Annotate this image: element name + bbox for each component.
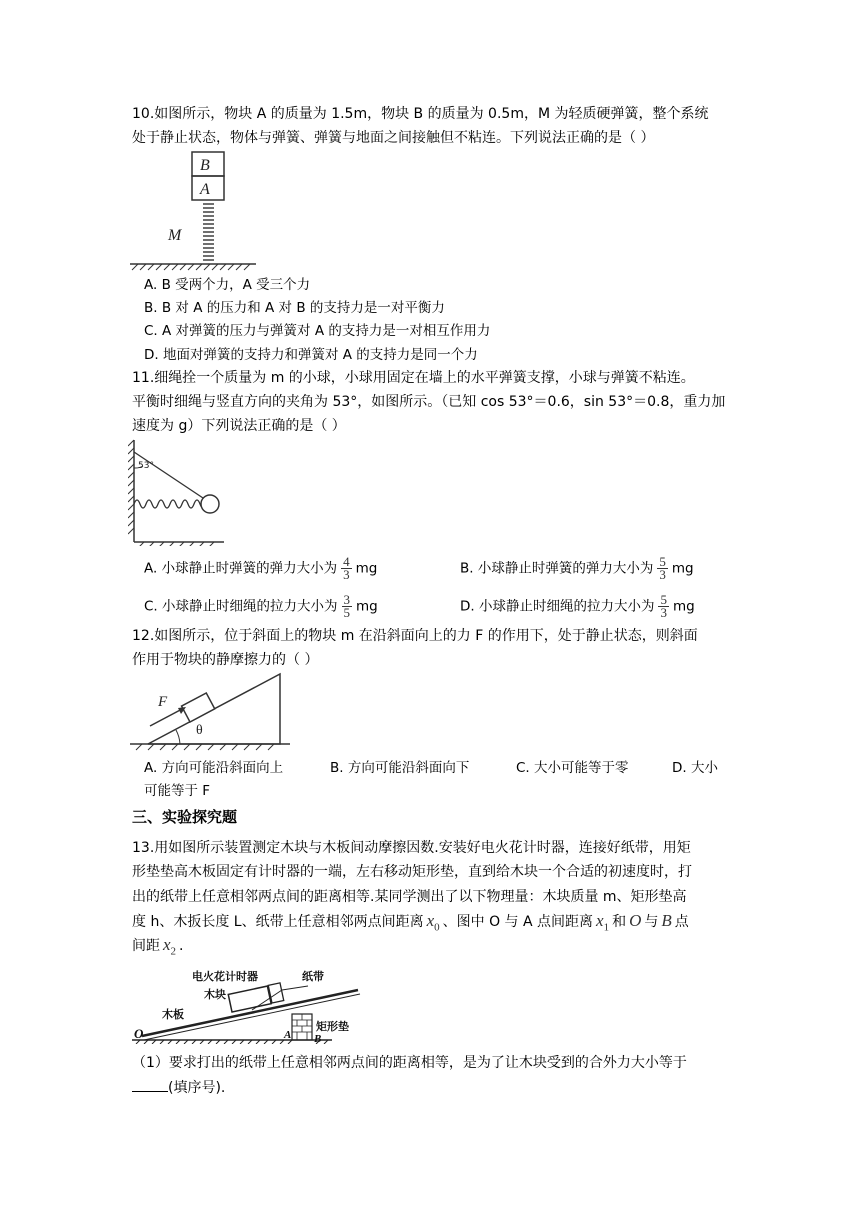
- q12-option-d-cont: 可能等于 F: [144, 783, 211, 799]
- q11-option-d[interactable]: D. 小球静止时细绳的拉力大小为 $\frac{5}{3}$ mg: [460, 592, 695, 620]
- q10-fig-label-m: M: [168, 227, 182, 244]
- q11-option-a[interactable]: A. 小球静止时弹簧的弹力大小为 $\frac{4}{3}$ mg: [144, 554, 378, 582]
- q12-option-d[interactable]: D. 大小: [672, 760, 718, 776]
- q12-line1: 12.如图所示，位于斜面上的物块 m 在沿斜面向上的力 F 的作用下，处于静止状态，则斜面: [132, 628, 698, 644]
- q10-option-c[interactable]: C. A 对弹簧的压力与弹簧对 A 的支持力是一对相互作用力: [144, 323, 491, 339]
- q13-label-block: 木块: [204, 988, 226, 1001]
- q13-label-o: O: [134, 1026, 144, 1041]
- q13-figure: [132, 968, 368, 1044]
- q13-line4: 度 h、木扳长度 L、纸带上任意相邻两点间距离 $x_0$ 、图中 O 与 A 点间距离 $x_1$ 和 O 与 B 点: [132, 911, 689, 934]
- q13-label-a: A: [284, 1029, 292, 1041]
- q13-line3: 出的纸带上任意相邻两点间的距离相等.某同学测出了以下物理量：木块质量 m、矩形垫高: [132, 889, 687, 905]
- q13-line5: 间距 $x_2$ .: [132, 935, 184, 958]
- q12-figure: [128, 668, 292, 754]
- q12-option-a[interactable]: A. 方向可能沿斜面向上: [144, 760, 284, 776]
- q10-fig-label-a: A: [200, 181, 210, 198]
- q13-sub1-line1: （1）要求打出的纸带上任意相邻两点间的距离相等，是为了让木块受到的合外力大小等于: [132, 1055, 687, 1071]
- q13-label-timer: 电火花计时器: [192, 970, 258, 983]
- q10-option-b[interactable]: B. B 对 A 的压力和 A 对 B 的支持力是一对平衡力: [144, 300, 445, 316]
- q13-line2: 形垫垫高木板固定有计时器的一端，左右移动矩形垫，直到给木块一个合适的初速度时，打: [132, 864, 692, 880]
- q13-label-tape: 纸带: [302, 970, 324, 983]
- q12-force-arrow: [150, 708, 184, 726]
- q12-block: [182, 693, 215, 722]
- q11-figure: [128, 438, 228, 546]
- q11-ball: [201, 495, 219, 513]
- q11-option-b[interactable]: B. 小球静止时弹簧的弹力大小为 $\frac{5}{3}$ mg: [460, 554, 694, 582]
- q13-line1: 13.用如图所示装置测定木块与木板间动摩擦因数.安装好电火花计时器，连接好纸带，用矩: [132, 840, 691, 856]
- q11-angle-label: 53°: [138, 461, 154, 471]
- q10-fig-label-b: B: [200, 157, 210, 174]
- q10-spring: [203, 204, 214, 260]
- q11-option-c[interactable]: C. 小球静止时细绳的拉力大小为 $\frac{3}{5}$ mg: [144, 592, 378, 620]
- q11-line1: 11.细绳拴一个质量为 m 的小球，小球用固定在墙上的水平弹簧支撑，小球与弹簧不粘连。: [132, 370, 695, 386]
- q11-line2: 平衡时细绳与竖直方向的夹角为 53°，如图所示。（已知 cos 53°＝0.6，sin 53°＝0.8，重力加: [132, 394, 726, 410]
- q12-label-f: F: [158, 694, 168, 710]
- q11-string: [134, 452, 206, 500]
- q10-option-a[interactable]: A. B 受两个力，A 受三个力: [144, 277, 311, 293]
- q13-answer-blank[interactable]: [132, 1077, 168, 1092]
- q12-line2: 作用于物块的静摩擦力的（ ）: [132, 652, 319, 668]
- section-title: 三、实验探究题: [132, 808, 238, 826]
- q11-line3: 速度为 g）下列说法正确的是（ ）: [132, 418, 346, 434]
- q12-option-c[interactable]: C. 大小可能等于零: [516, 760, 629, 776]
- q13-label-pad: 矩形垫: [316, 1020, 349, 1033]
- q11-spring: [134, 500, 206, 508]
- q10-figure: [128, 148, 258, 272]
- q13-label-b: B: [314, 1033, 322, 1044]
- q12-label-theta: θ: [196, 723, 203, 738]
- q13-block: [228, 986, 271, 1012]
- q12-option-b[interactable]: B. 方向可能沿斜面向下: [330, 760, 470, 776]
- q10-option-d[interactable]: D. 地面对弹簧的支持力和弹簧对 A 的支持力是同一个力: [144, 347, 478, 363]
- q10-line2: 处于静止状态，物体与弹簧、弹簧与地面之间接触但不粘连。下列说法正确的是（ ）: [132, 130, 655, 146]
- q10-line1: 10.如图所示，物块 A 的质量为 1.5m，物块 B 的质量为 0.5m，M 为轻质硬弹簧，整个系统: [132, 106, 709, 122]
- q13-sub1-line2: (填序号).: [132, 1077, 225, 1098]
- q13-label-board: 木板: [162, 1008, 184, 1021]
